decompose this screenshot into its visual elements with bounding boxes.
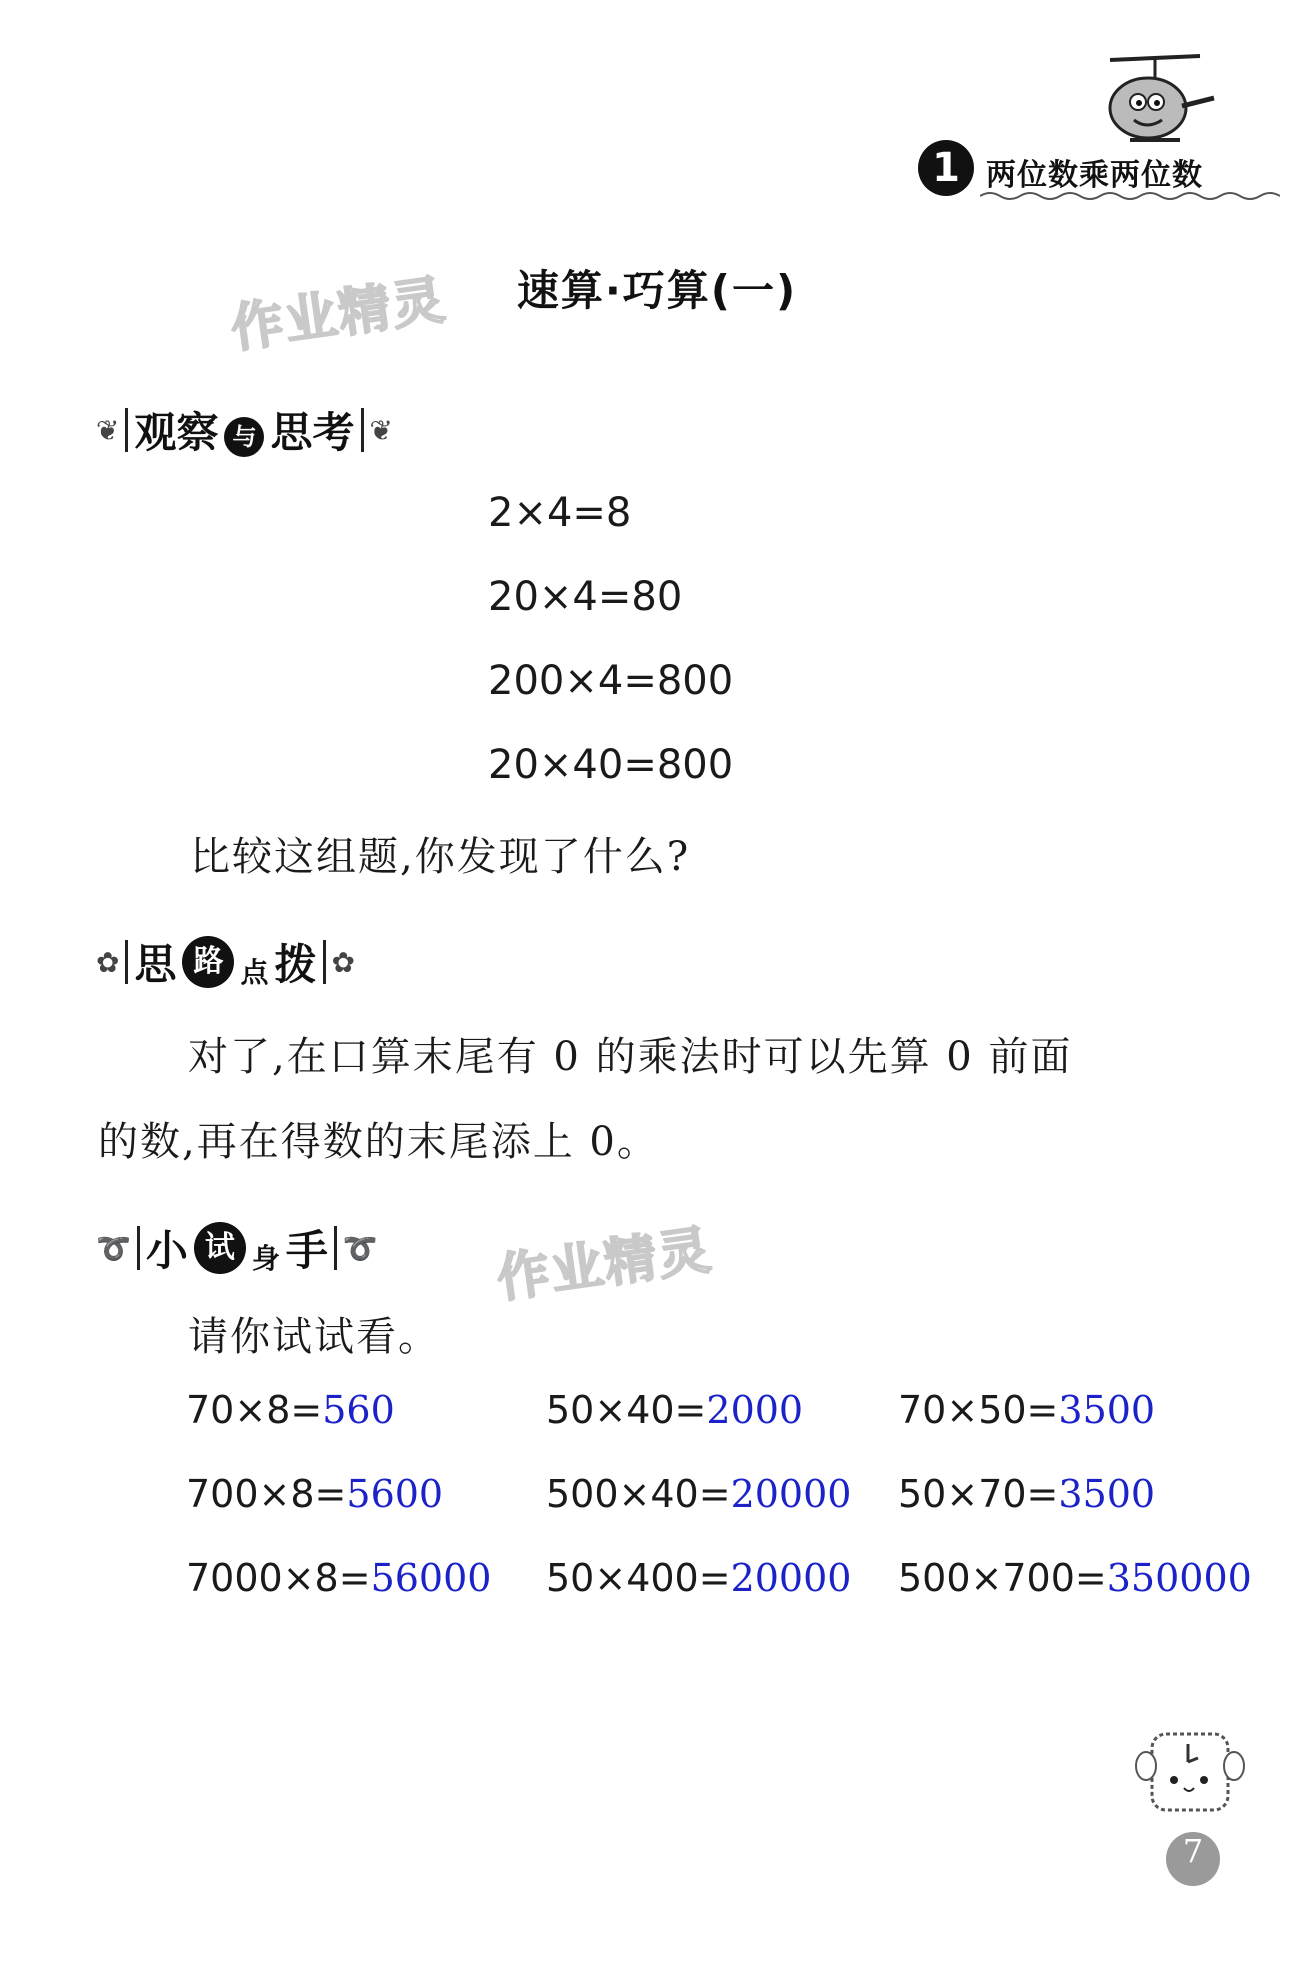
handwritten-answer: 3500 [1058, 1388, 1156, 1432]
practice-problem: 7000×8=56000 [186, 1556, 492, 1600]
handwritten-answer: 560 [322, 1388, 395, 1432]
handwritten-answer: 20000 [730, 1556, 852, 1600]
example-equation: 200×4=800 [488, 658, 734, 704]
practice-problem: 50×40=2000 [546, 1388, 804, 1432]
heading-bar [334, 1226, 337, 1270]
handwritten-answer: 3500 [1058, 1472, 1156, 1516]
vine-ornament-icon: ❦ [96, 413, 120, 447]
heading-text: 拨 [274, 940, 317, 989]
practice-problem: 700×8=5600 [186, 1472, 444, 1516]
chapter-number-badge: 1 [918, 140, 974, 196]
section-heading-practice [96, 1218, 378, 1278]
lesson-title: 速算·巧算(一) [516, 266, 798, 315]
clock-mascot-icon [1130, 1722, 1250, 1822]
practice-instruction: 请你试试看。 [188, 1314, 440, 1360]
vine-ornament-icon: ❦ [369, 413, 393, 447]
flower-ornament-icon: ✿ [331, 945, 355, 979]
heading-circle-char: 路 [182, 936, 234, 988]
helicopter-mascot-icon [1090, 50, 1220, 150]
heading-circle-char: 试 [194, 1222, 246, 1274]
example-equation: 2×4=8 [488, 490, 632, 536]
practice-problem: 50×400=20000 [546, 1556, 852, 1600]
practice-problem: 70×50=3500 [898, 1388, 1156, 1432]
handwritten-answer: 20000 [730, 1472, 852, 1516]
heading-link-circle: 与 [224, 417, 264, 457]
flower-ornament-icon: ✿ [96, 945, 120, 979]
heading-text: 手 [285, 1226, 328, 1275]
heading-bar [125, 408, 128, 452]
swirl-ornament-icon: ➰ [96, 1231, 131, 1265]
chapter-title: 两位数乘两位数 [986, 158, 1203, 193]
page-number: 7 [1166, 1832, 1220, 1886]
heading-text: 思 [134, 940, 177, 989]
heading-bar [361, 408, 364, 452]
practice-problem: 50×70=3500 [898, 1472, 1156, 1516]
heading-text: 小 [145, 1226, 188, 1275]
heading-text: 思考 [270, 408, 355, 457]
practice-problem: 70×8=560 [186, 1388, 395, 1432]
section-heading-hint [96, 932, 355, 992]
practice-problem: 500×40=20000 [546, 1472, 852, 1516]
example-equation: 20×40=800 [488, 742, 734, 788]
heading-bar [125, 940, 128, 984]
heading-small-char: 身 [251, 1242, 280, 1275]
hint-text-line: 对了,在口算末尾有 0 的乘法时可以先算 0 前面 [188, 1034, 1073, 1080]
handwritten-answer: 5600 [346, 1472, 444, 1516]
heading-bar [323, 940, 326, 984]
chapter-underline-wave [980, 190, 1280, 202]
swirl-ornament-icon: ➰ [342, 1231, 378, 1265]
watermark: 作业精灵 [227, 270, 450, 360]
handwritten-answer: 2000 [706, 1388, 804, 1432]
example-equation: 20×4=80 [488, 574, 683, 620]
heading-text: 观察 [134, 408, 219, 457]
watermark: 作业精灵 [493, 1220, 716, 1310]
section-heading-observe [96, 400, 393, 460]
heading-bar [137, 1226, 140, 1270]
handwritten-answer: 350000 [1106, 1556, 1252, 1600]
practice-problem: 500×700=350000 [898, 1556, 1252, 1600]
observe-question: 比较这组题,你发现了什么? [190, 834, 691, 880]
heading-small-char: 点 [240, 956, 269, 989]
hint-text-line: 的数,再在得数的末尾添上 0。 [98, 1119, 659, 1165]
handwritten-answer: 56000 [370, 1556, 492, 1600]
